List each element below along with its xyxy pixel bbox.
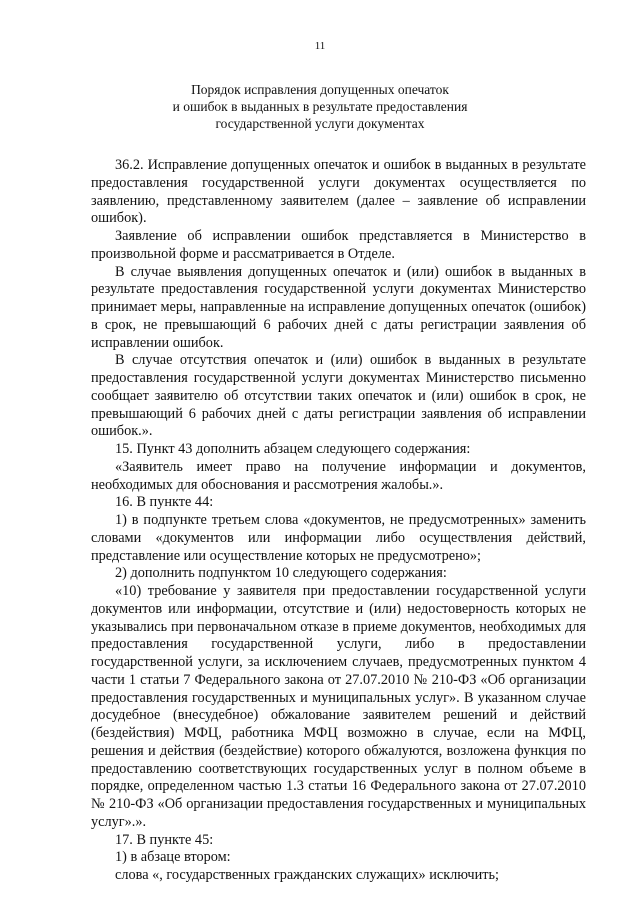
paragraph: 1) в подпункте третьем слова «документов, не предусмотренных» заменить словами «документов или информации либо осуществления действий, представление или осуществление которых не предусмотрено»; xyxy=(91,512,586,564)
section-title-line: государственной услуги документах xyxy=(215,116,425,131)
document-body xyxy=(91,157,586,885)
paragraph: «Заявитель имеет право на получение информации и документов, необходимых для обоснования и рассмотрения жалобы.». xyxy=(91,458,586,493)
section-title xyxy=(150,81,490,132)
paragraph: слова «, государственных гражданских служащих» исключить; xyxy=(115,867,499,883)
paragraph: 17. В пункте 45: xyxy=(115,831,214,848)
paragraph: В случае отсутствия опечаток и (или) ошибок в выданных в результате предоставления государственной услуги документах Министерство письменно сообщает заявителю об отсутствии таких опечаток и (или) ошибок в срок, не превышающий 6 рабочих дней с даты регистрации заявления об исправлении ошибок.». xyxy=(91,352,586,440)
paragraph: В случае выявления допущенных опечаток и (или) ошибок в выданных в результате предоставления государственной услуги документах Министерство принимает меры, направленные на исправление допущенных опечаток (ошибок) в срок, не превышающий 6 рабочих дней с даты регистрации заявления об исправлении ошибок. xyxy=(91,263,586,351)
page-number: 11 xyxy=(314,40,326,52)
section-title-line: Порядок исправления допущенных опечаток xyxy=(191,82,449,97)
paragraph: 15. Пункт 43 дополнить абзацем следующего содержания: xyxy=(115,441,471,457)
paragraph: 2) дополнить подпунктом 10 следующего содержания: xyxy=(115,565,447,582)
section-title-line: и ошибок в выданных в результате предоставления xyxy=(172,99,468,114)
paragraph: Заявление об исправлении ошибок представляется в Министерство в произвольной форме и рассматривается в Отделе. xyxy=(91,228,586,262)
paragraph: 16. В пункте 44: xyxy=(115,494,214,511)
paragraph: 36.2. Исправление допущенных опечаток и ошибок в выданных в результате предоставления государственной услуги документах осуществляется по заявлению, представленному заявителем (далее – заявление об исправлении ошибок). xyxy=(91,157,586,227)
paragraph: «10) требование у заявителя при предоставлении государственной услуги документов или информации, отсутствие и (или) недостоверность которых не указывались при первоначальном отказе в приеме документов, необходимых для предоставления государственной услуги, либо в предоставлении государственной услуги, за исключением случаев, предусмотренных пунктом 4 части 1 статьи 7 Федерального закона от 27.07.2010 № 210-ФЗ «Об организации предоставления государственных и муниципальных услуг». В указанном случае досудебное (внесудебное) обжалование заявителем решений и действий (бездействия) МФЦ, работника МФЦ возможно в случае, если на МФЦ, решения и действия (бездействие) которого обжалуются, возложена функция по предоставлению соответствующих государственных услуг в полном объеме в порядке, определенном частью 1.3 статьи 16 Федерального закона от 27.07.2010 № 210-ФЗ «Об организации предоставления государственных и муниципальных услуг».». xyxy=(91,583,586,830)
paragraph: 1) в абзаце втором: xyxy=(115,849,231,866)
